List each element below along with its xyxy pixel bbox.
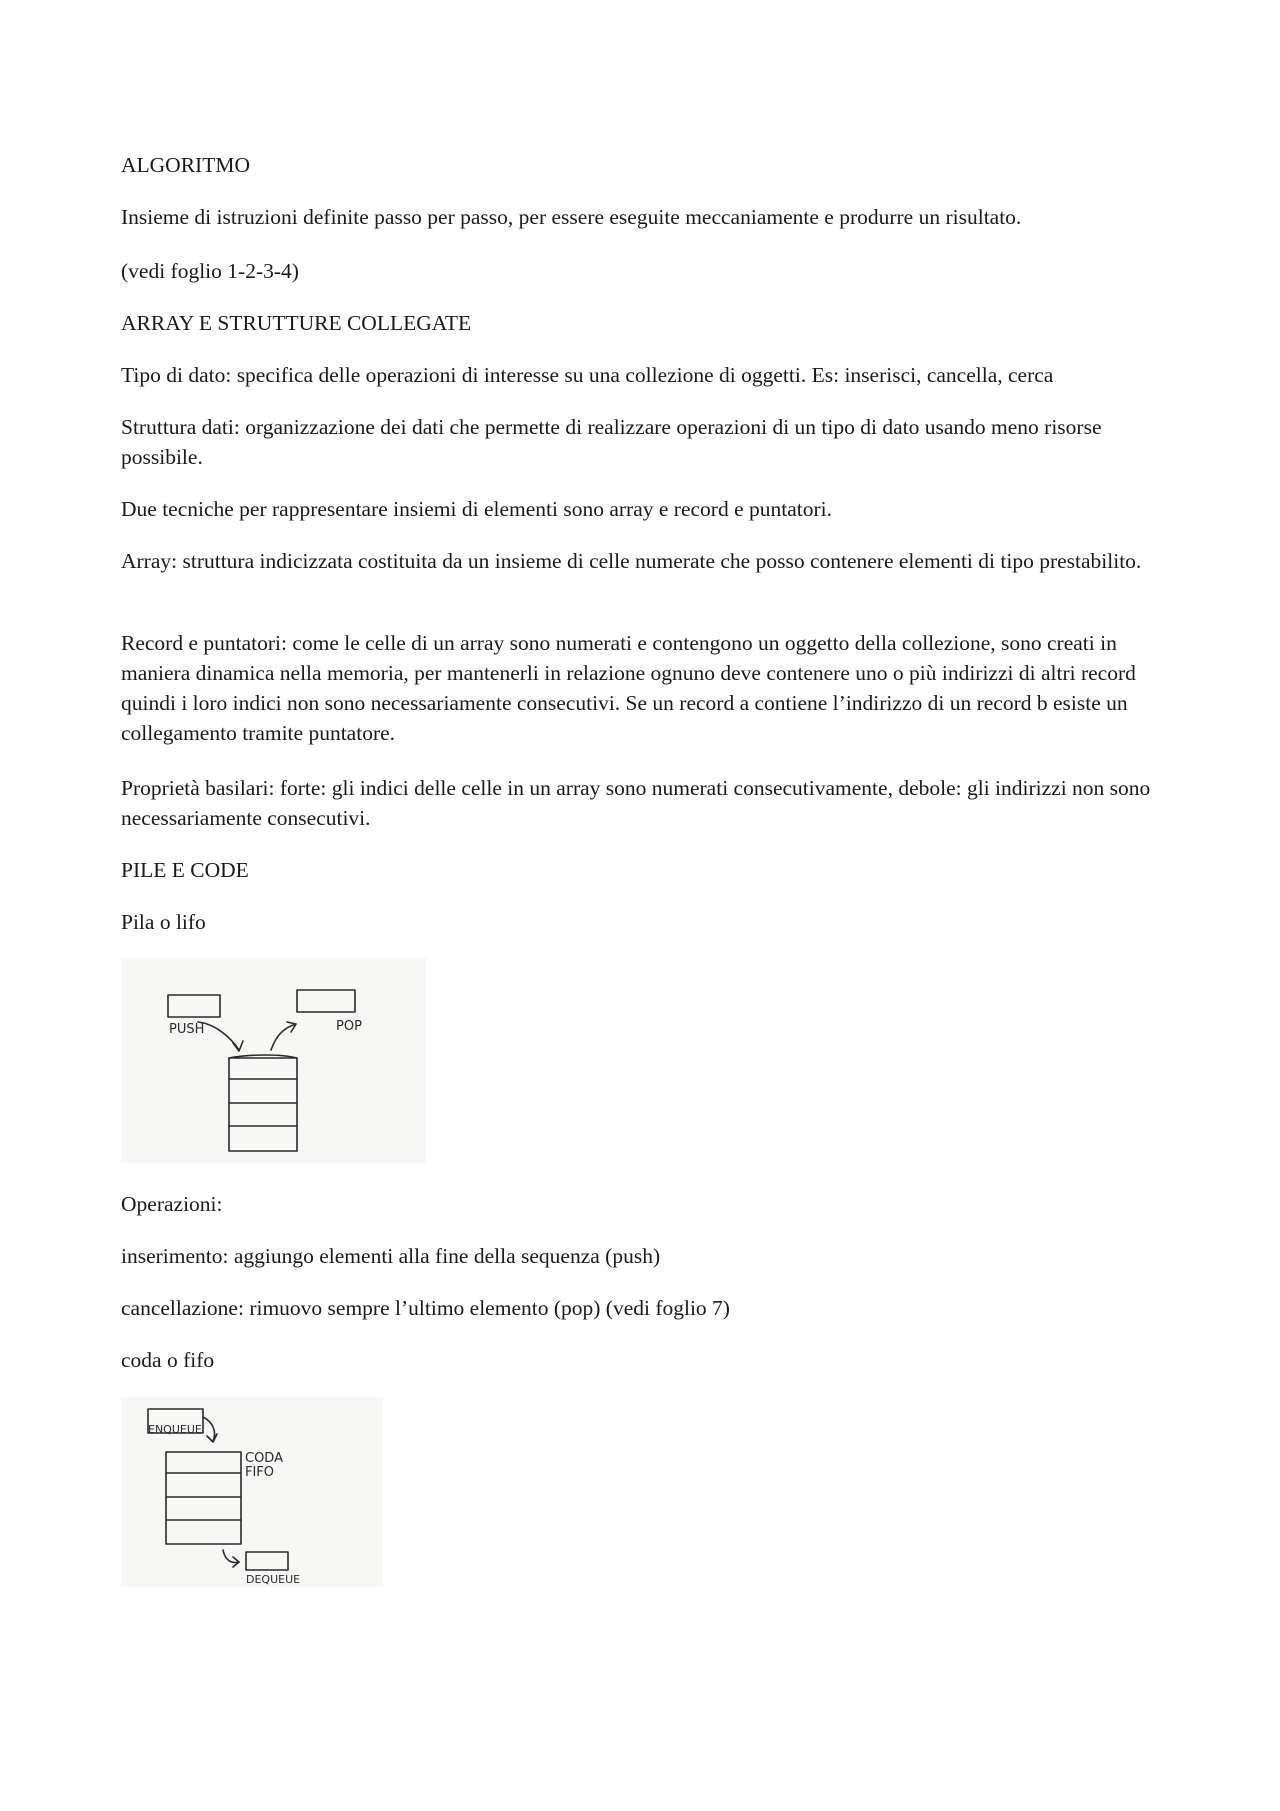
paragraph-pila-lifo: Pila o lifo [121,910,206,934]
paragraph-proprieta-basilari: Proprietà basilari: forte: gli indici delle celle in un array sono numerati consecutivamente, debole: gli indirizzi non sono necessariamente consecutivi. [121,776,1151,830]
paragraph-vedi-foglio: (vedi foglio 1-2-3-4) [121,259,299,283]
queue-fifo-sketch [121,1397,383,1587]
paragraph-algoritmo-definition: Insieme di istruzioni definite passo per passo, per essere eseguite meccaniamente e produrre un risultato. [121,205,1022,229]
push-box [168,995,220,1017]
paragraph-struttura-dati: Struttura dati: organizzazione dei dati che permette di realizzare operazioni di un tipo di dato usando meno risorse possibile. [121,415,1102,469]
paragraph-tipo-di-dato: Tipo di dato: specifica delle operazioni di interesse su una collezione di oggetti. Es: inserisci, cancella, cerca [121,363,1054,387]
queue-body [166,1452,241,1544]
heading-pile-e-code: PILE E CODE [121,858,249,882]
paragraph-coda-fifo: coda o fifo [121,1348,215,1372]
paragraph-cancellazione: cancellazione: rimuovo sempre l’ultimo elemento (pop) (vedi foglio 7) [121,1296,730,1320]
pop-label: POP [336,1019,362,1034]
paragraph-array: Array: struttura indicizzata costituita da un insieme di celle numerate che posso contenere elementi di tipo prestabilito. [121,549,1142,573]
heading-algoritmo: ALGORITMO [121,153,250,177]
pop-arrow [271,1024,296,1050]
heading-array-strutture: ARRAY E STRUTTURE COLLEGATE [121,311,472,335]
dequeue-label: DEQUEUE [246,1573,301,1586]
paragraph-record-puntatori: Record e puntatori: come le celle di un array sono numerati e contengono un oggetto della collezione, sono creati in maniera dinamica nella memoria, per mantenerli in relazione ognuno deve contenere uno o più indirizzi di altri record quindi i loro indici non sono necessariamente consecutivi. Se un record a contiene l’indirizzo di un record b esiste un collegamento tramite puntatore. [121,631,1136,745]
fifo-label: FIFO [245,1465,275,1480]
paragraph-inserimento: inserimento: aggiungo elementi alla fine della sequenza (push) [121,1244,661,1268]
paragraph-due-tecniche: Due tecniche per rappresentare insiemi di elementi sono array e record e puntatori. [121,497,832,521]
stack-body [229,1058,297,1151]
stack-lifo-sketch [121,958,426,1163]
pop-box [297,990,355,1012]
push-label: PUSH [169,1022,205,1037]
paragraph-operazioni: Operazioni: [121,1192,223,1216]
enqueue-label: ENQUEUE [148,1423,202,1436]
dequeue-box [246,1552,288,1570]
coda-label: CODA [245,1451,283,1466]
